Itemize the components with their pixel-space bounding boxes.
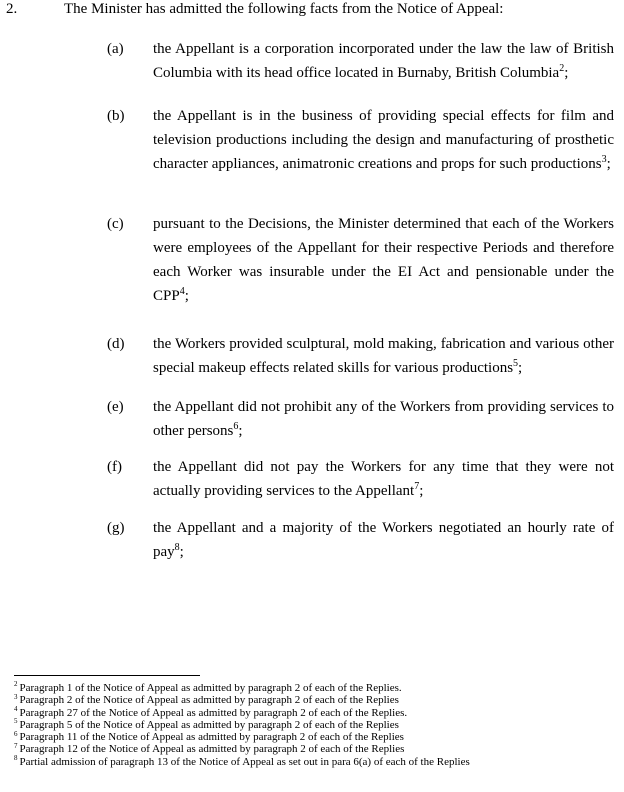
- footnote-reference: 3: [601, 154, 607, 165]
- item-text: the Appellant is a corporation incorporated under the law the law of British Columbia with its head office located in Burnaby, British Columbia$^2$;: [153, 41, 614, 81]
- footnote: [14, 682, 614, 694]
- item-label: (b): [107, 108, 125, 124]
- footnote-mark: 4: [14, 704, 18, 713]
- item-text: the Appellant is in the business of providing special effects for film and television productions including the design and manufacturing of prosthetic character appliances, animatronic creations and props for such productions$^3$;: [153, 108, 614, 172]
- footnote-reference: 6: [233, 421, 239, 432]
- footnote-text: Paragraph 27 of the Notice of Appeal as admitted by paragraph 2 of each of the Replies.: [19, 706, 408, 719]
- footnote-mark: 3: [14, 692, 18, 701]
- footnote-reference: 2: [559, 63, 565, 74]
- paragraph-number: 2.: [6, 1, 18, 17]
- footnote-mark: 5: [14, 717, 18, 726]
- item-label: (g): [107, 520, 125, 536]
- footnote: [14, 704, 614, 719]
- footnote-text: Paragraph 11 of the Notice of Appeal as admitted by paragraph 2 of each of the Replies: [19, 731, 404, 744]
- footnote-mark: 2: [14, 680, 18, 689]
- footnote-text: Paragraph 12 of the Notice of Appeal as admitted by paragraph 2 of each of the Replies: [19, 743, 405, 756]
- item-text: the Appellant did not pay the Workers for any time that they were not actually providing services to the Appellant$^7$;: [153, 459, 614, 499]
- item-text: the Workers provided sculptural, mold making, fabrication and various other special makeup effects related skills for various productions$^5$;: [153, 336, 614, 376]
- footnote: [14, 743, 614, 755]
- footnote-divider: [14, 675, 200, 676]
- item-label: (f): [107, 459, 122, 475]
- footnote-reference: 5: [513, 358, 519, 369]
- footnote-mark: 6: [14, 729, 18, 738]
- footnote-mark: 8: [14, 754, 18, 763]
- item-label: (a): [107, 41, 124, 57]
- paragraph-heading: [6, 0, 503, 18]
- footnote-mark: 7: [14, 741, 18, 750]
- item-text: the Appellant and a majority of the Workers negotiated an hourly rate of pay$^8$;: [153, 520, 614, 560]
- footnote-text: Paragraph 2 of the Notice of Appeal as admitted by paragraph 2 of each of the Replies: [19, 694, 399, 707]
- footnote-reference: 7: [414, 481, 420, 492]
- item-label: (d): [107, 336, 125, 352]
- footnote-text: Partial admission of paragraph 13 of the Notice of Appeal as set out in para 6(a) of each of the Replies: [19, 755, 470, 768]
- footnote: [14, 719, 614, 731]
- footnotes: [14, 682, 614, 768]
- footnote-text: Paragraph 5 of the Notice of Appeal as admitted by paragraph 2 of each of the Replies: [19, 718, 399, 731]
- footnote: [14, 756, 614, 768]
- footnote-reference: 8: [174, 542, 180, 553]
- footnote-reference: 4: [179, 286, 185, 297]
- item-label: (c): [107, 216, 124, 232]
- item-label: (e): [107, 399, 124, 415]
- footnote: [14, 694, 614, 706]
- footnote-text: Paragraph 1 of the Notice of Appeal as admitted by paragraph 2 of each of the Replies.: [19, 682, 402, 694]
- paragraph-intro: The Minister has admitted the following facts from the Notice of Appeal:: [64, 1, 504, 17]
- item-text: the Appellant did not prohibit any of the Workers from providing services to other persons$^6$;: [153, 399, 614, 439]
- item-text: pursuant to the Decisions, the Minister determined that each of the Workers were employees of the Appellant for their respective Periods and therefore each Worker was insurable under the EI Act and pensionable under the CPP$^4$;: [153, 216, 614, 304]
- footnote: [14, 731, 614, 743]
